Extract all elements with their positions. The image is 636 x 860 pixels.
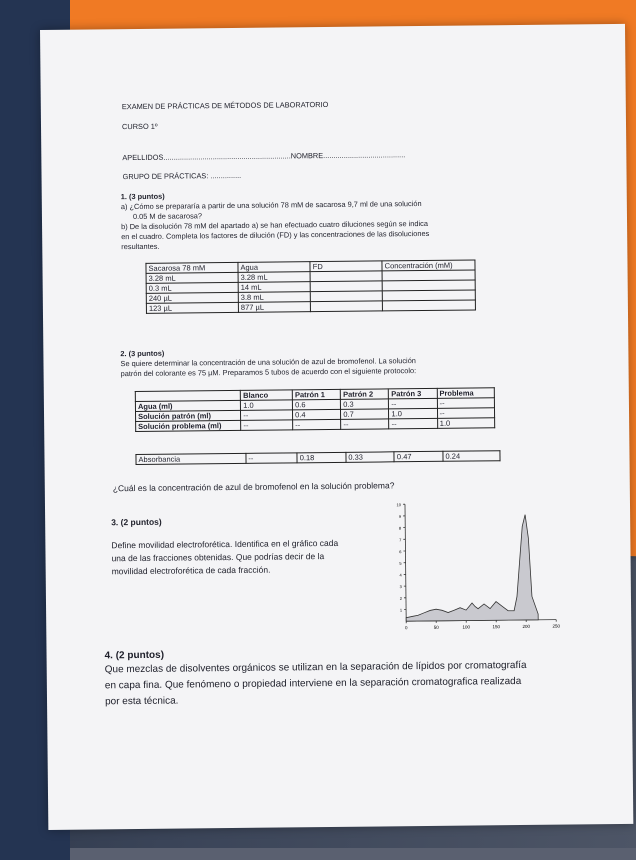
q2t-cell: 0.7 (341, 409, 389, 420)
q2t-cell: 0.3 (341, 399, 389, 410)
q1t-cell: 14 mL (238, 282, 310, 293)
q2-line2: patrón del colorante es 75 µM. Preparamos 5 tubos de acuerdo con el siguiente protocolo: (121, 366, 417, 379)
q1-a-line2: 0.05 M de sacarosa? (133, 211, 202, 222)
chart-x-tick-label: 100 (462, 625, 470, 630)
q1t-cell: Concentración (mM) (382, 260, 475, 271)
absorbance-table (135, 450, 500, 465)
protocol-table (135, 387, 495, 432)
chart-y-tick-label: 1 (400, 608, 403, 613)
q4-line2: en capa fina. Que fenómeno o propiedad interviene en la separación cromatografica realizada (105, 675, 522, 693)
chart-y-tick-label: 5 (399, 561, 402, 566)
q1t-cell: 3.28 mL (238, 272, 310, 283)
q4-heading: 4. (2 puntos) (104, 649, 164, 664)
q2-line1: Se quiere determinar la concentración de una solución de azul de bromofenol. La solución (120, 356, 415, 369)
q2t-cell: Problema (437, 388, 494, 399)
chart-x-tick-label: 150 (492, 624, 500, 629)
q2-question: ¿Cuál es la concentración de azul de bromofenol en la solución problema? (113, 479, 395, 494)
q2t-cell: -- (293, 419, 341, 430)
chart-y-tick-label: 8 (399, 526, 402, 531)
q1-b-line2: en el cuadro. Completa los factores de dilución (FD) y las concentraciones de las disoluciones (121, 229, 429, 242)
abs-cell: -- (246, 453, 297, 464)
chart-y-tick-label: 2 (400, 596, 403, 601)
q2t-cell: Patrón 2 (341, 389, 389, 400)
abs-cell: 0.47 (394, 451, 443, 462)
q1t-cell (382, 300, 475, 311)
chart-series-area (405, 515, 538, 622)
q4-line1: Que mezclas de disolventes orgánicos se utilizan en la separación de lípidos por cromatografía (105, 659, 527, 677)
q2t-cell: -- (437, 408, 494, 419)
q2t-cell: Solución patrón (ml) (136, 410, 241, 421)
q1-b-line3: resultantes. (121, 242, 159, 252)
q2t-cell: 0.6 (292, 399, 340, 410)
q2t-cell: -- (389, 418, 437, 429)
abs-row-0 (136, 451, 500, 465)
grupo-line: GRUPO DE PRÁCTICAS: ............... (122, 171, 241, 182)
q2t-cell: Patrón 3 (389, 388, 437, 399)
q1t-cell: 0.3 mL (146, 282, 238, 293)
q2t-cell: -- (241, 410, 293, 421)
q1t-cell: Agua (238, 262, 310, 273)
q2-heading: 2. (3 puntos) (120, 349, 164, 359)
exam-title: EXAMEN DE PRÁCTICAS DE MÉTODOS DE LABORATORIO (122, 100, 329, 112)
q1-a-line1: a) ¿Cómo se prepararía a partir de una solución 78 mM de sacarosa 9,7 ml de una solución (121, 199, 422, 212)
q1t-cell: 3.8 mL (238, 292, 310, 303)
chart-y-tick-label: 9 (399, 514, 402, 519)
abs-cell: Absorbancia (136, 453, 246, 464)
q2t-cell: 0.4 (293, 409, 341, 420)
q1t-cell (311, 301, 383, 312)
dilution-table (145, 259, 476, 313)
q3-line1: Define movilidad electroforética. Identifica en el gráfico cada (111, 537, 338, 551)
abs-cell: 0.33 (346, 452, 395, 463)
q1t-cell: FD (310, 261, 382, 272)
q1t-cell: Sacarosa 78 mM (146, 262, 238, 273)
q1t-cell: 240 µL (146, 292, 238, 303)
apellidos-nombre-line: APELLIDOS..............................................................NOMBRE........................................ (122, 150, 405, 163)
chart-x-tick-label: 200 (522, 624, 530, 629)
densitometry-chart (375, 495, 566, 637)
q1t-cell: 123 µL (146, 302, 238, 313)
q3-line2: una de las fracciones obtenidas. Que podrías decir de la (111, 550, 324, 564)
q3-heading: 3. (2 puntos) (111, 516, 162, 529)
q2t-cell: -- (437, 398, 494, 409)
q2t-cell: -- (341, 419, 389, 430)
q1t-cell: 3.28 mL (146, 272, 238, 283)
chart-y-tick-label: 7 (399, 537, 402, 542)
q2t-cell: -- (241, 420, 293, 431)
chart-x-tick-label: 50 (434, 625, 440, 630)
chart-x-tick-label: 0 (405, 625, 408, 630)
q2t-cell: 1.0 (437, 418, 494, 429)
abs-cell: 0.24 (443, 451, 500, 462)
q1t-row-4 (146, 300, 475, 313)
exam-sheet (40, 24, 633, 830)
q2t-cell: Solución problema (ml) (136, 420, 241, 431)
chart-y-tick-label: 4 (399, 572, 402, 577)
q2t-cell: 1.0 (241, 400, 293, 411)
abs-cell: 0.18 (297, 452, 346, 463)
q2t-cell: Patrón 1 (292, 389, 340, 400)
q2t-cell: -- (389, 398, 437, 409)
chart-y-tick-label: 10 (397, 502, 402, 507)
chart-y-tick-label: 6 (399, 549, 402, 554)
course-label: CURSO 1º (122, 122, 158, 132)
chart-y-tick-label: 3 (400, 584, 403, 589)
q2t-cell: Agua (ml) (135, 400, 240, 411)
q1-heading: 1. (3 puntos) (121, 192, 165, 202)
q2t-cell: 1.0 (389, 408, 437, 419)
chart-x-tick-label: 250 (552, 624, 560, 629)
q1-b-line1: b) De la disolución 78 mM del apartado a) se han efectuado cuatro diluciones según se indica (121, 219, 428, 232)
q4-line3: por esta técnica. (105, 695, 179, 710)
q2t-cell: Blanco (241, 390, 293, 401)
q1t-cell: 877 µL (238, 302, 310, 313)
q3-line3: movilidad electroforética de cada fracción. (112, 564, 271, 578)
